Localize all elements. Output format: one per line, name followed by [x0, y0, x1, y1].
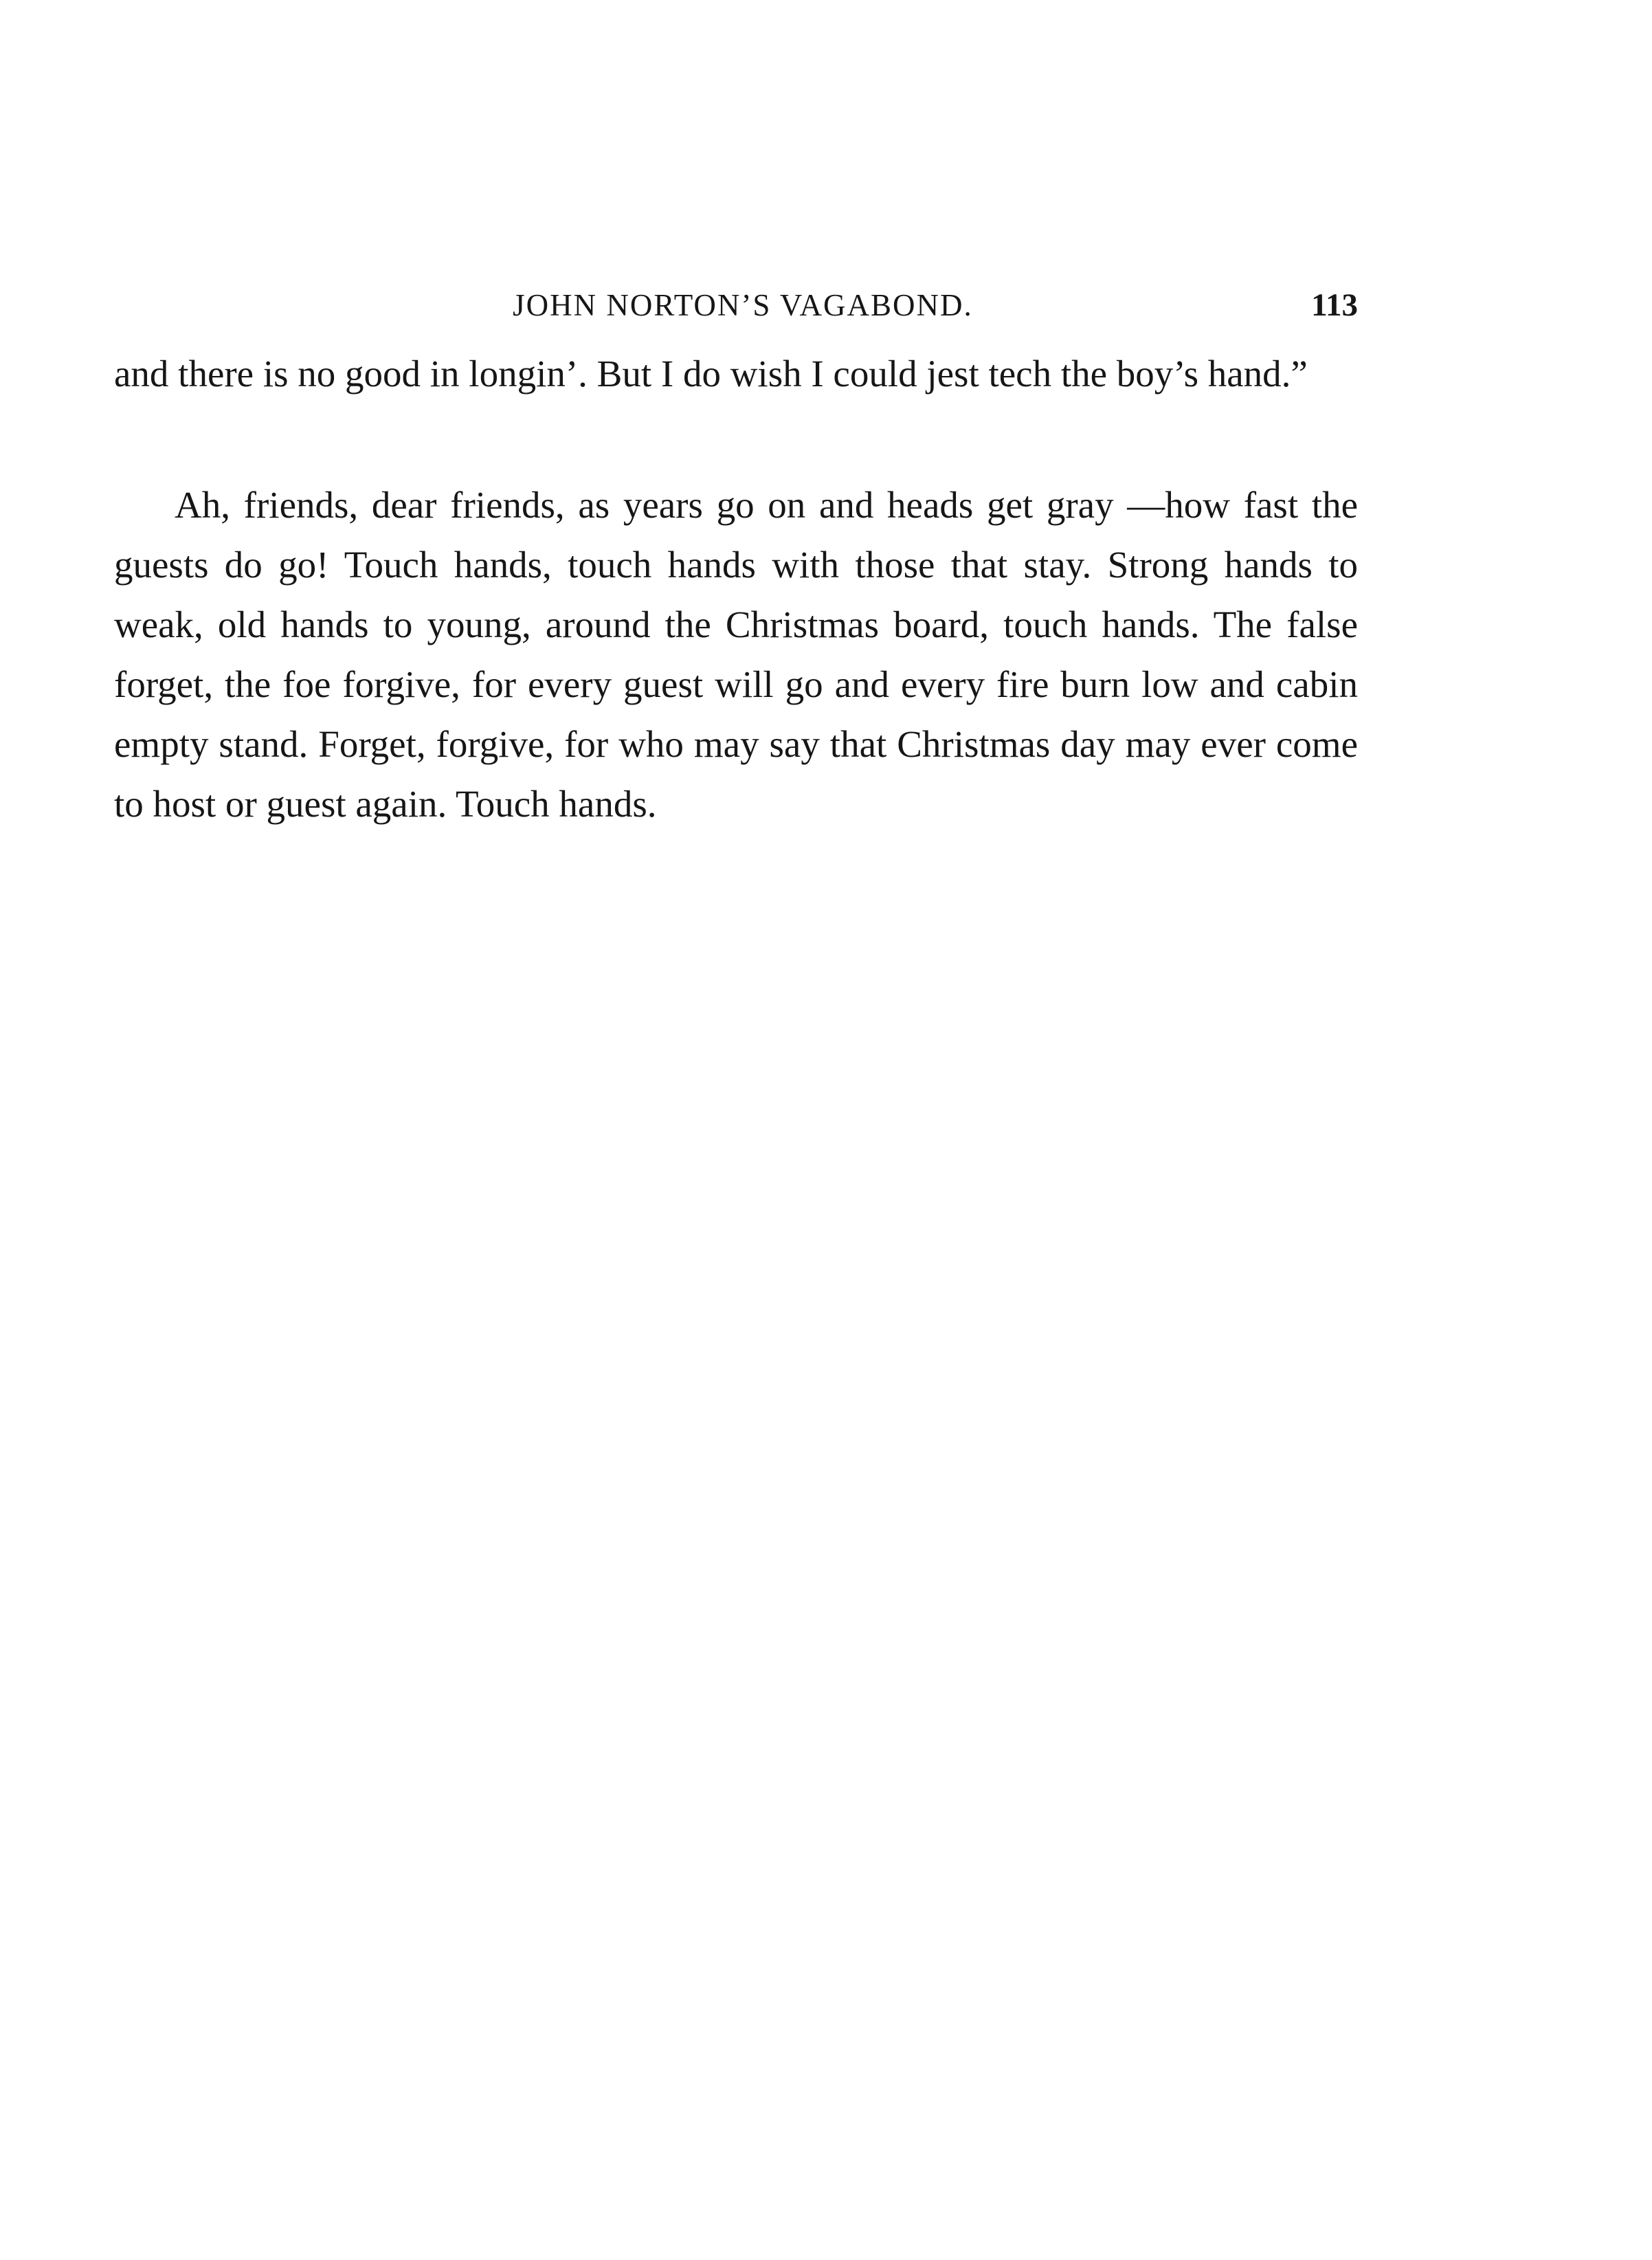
paragraph: and there is no good in longin’. But I do wish I could jest tech the boy’s hand.” [114, 353, 1308, 395]
body-text [114, 344, 1358, 834]
paragraph: Ah, friends, dear friends, as years go on and heads get gray —how fast the guests do go! Touch hands, touch hands with those that stay. Strong hands to weak, old hands to young, around the Christmas board, touch hands. The false forget, the foe forgive, for every guest will go and every fire burn low and cabin empty stand. Forget, forgive, for who may say that Christmas day may ever come to host or guest again. Touch hands. [114, 484, 1358, 825]
running-title: JOHN NORTON’S VAGABOND. [513, 288, 973, 322]
page-number: 113 [1311, 287, 1358, 323]
running-header [114, 285, 1358, 326]
